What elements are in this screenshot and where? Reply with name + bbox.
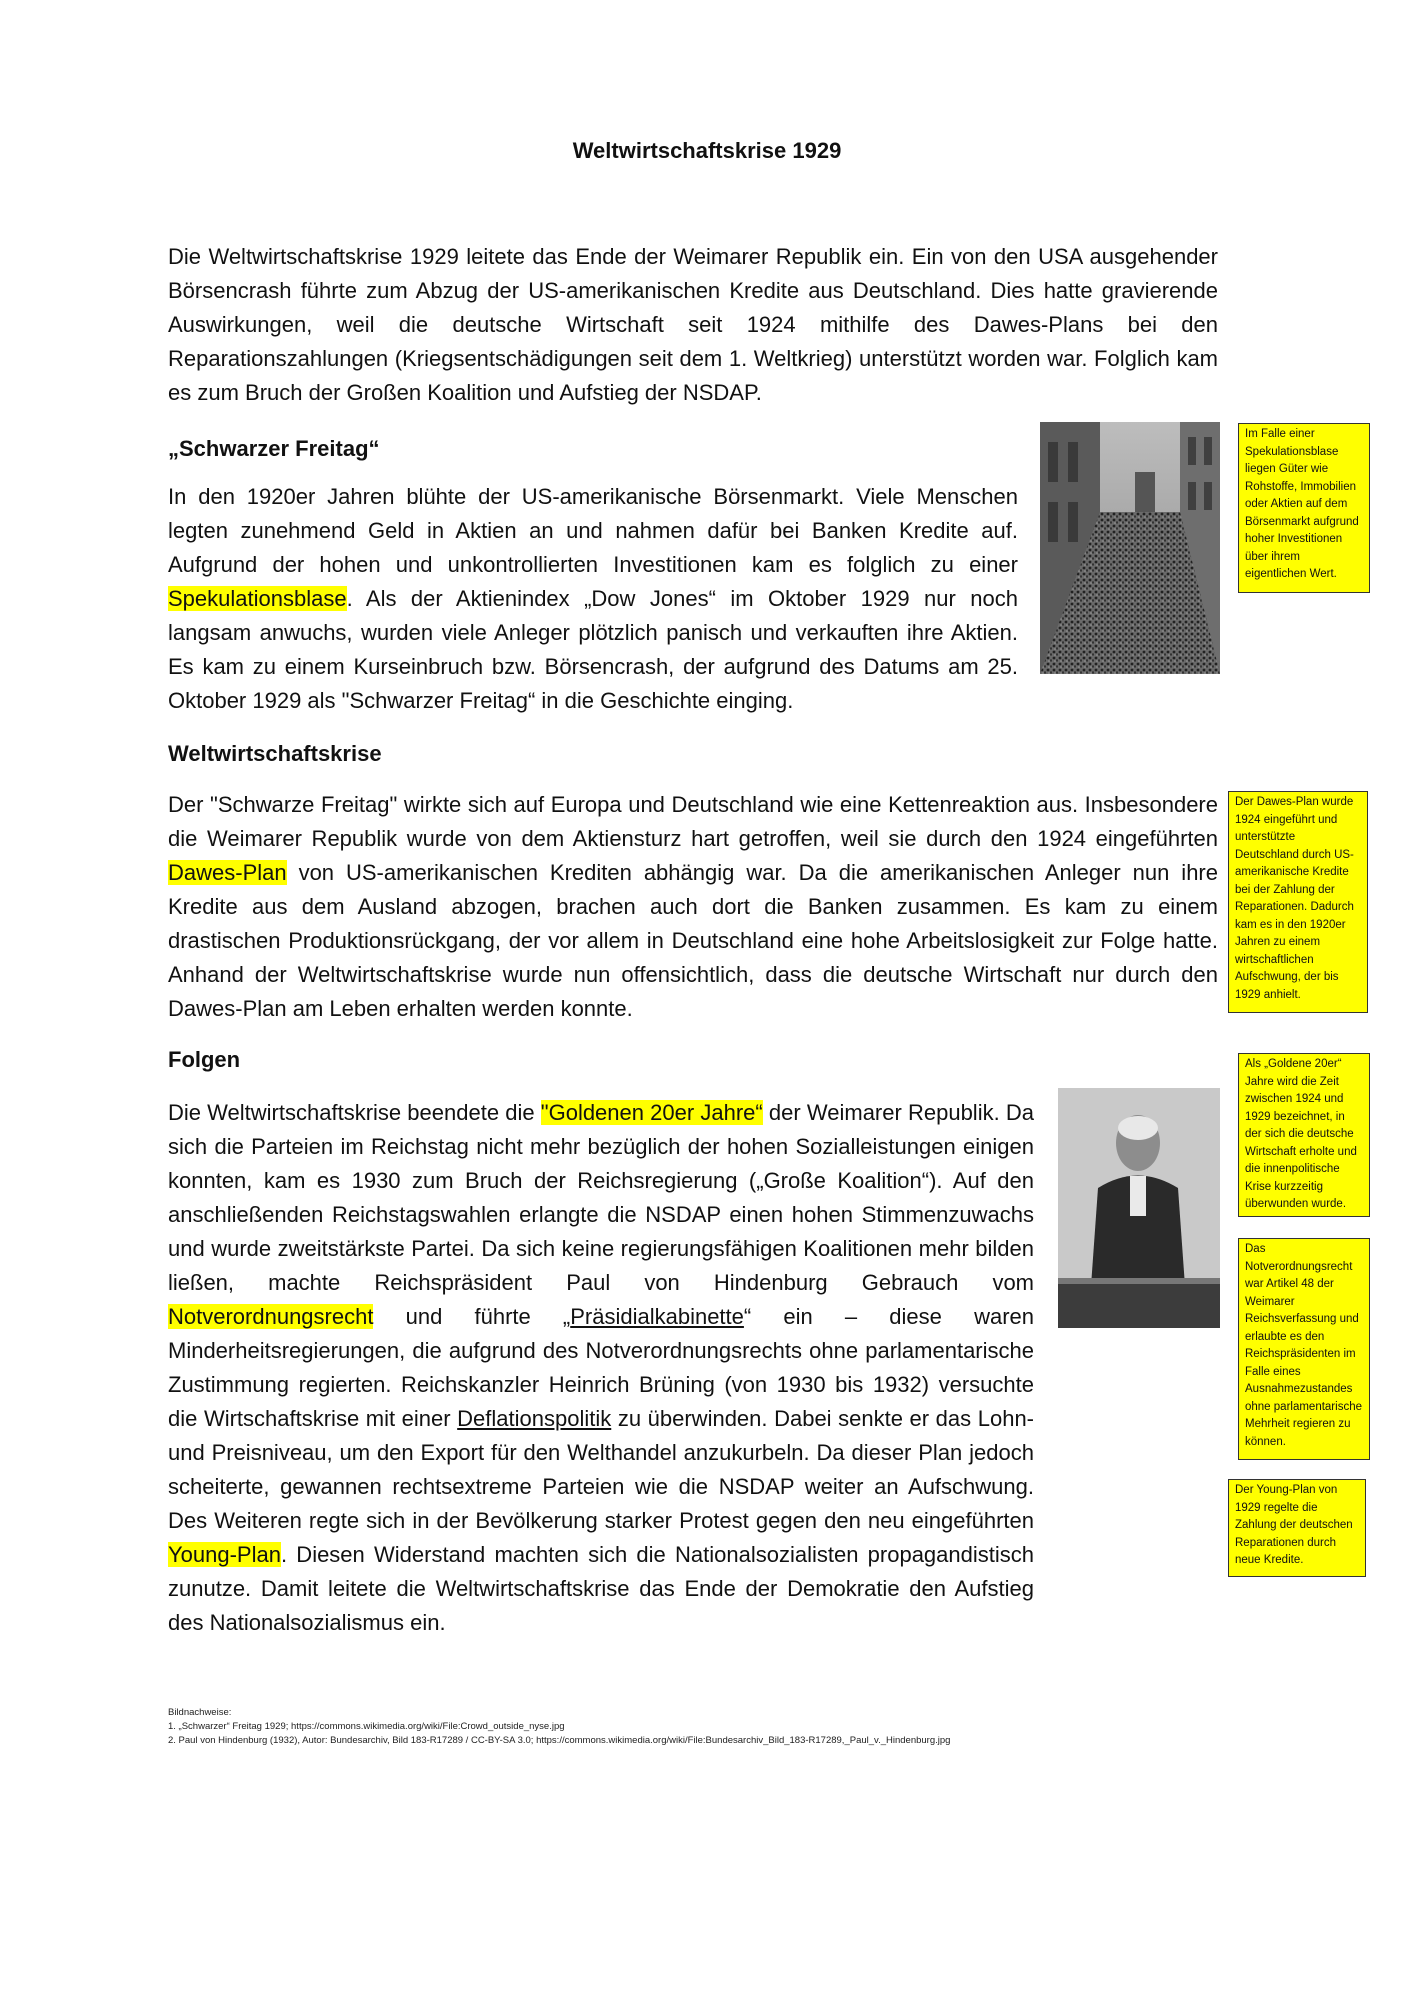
margin-note-notverordnungsrecht: Das Notverordnungsrecht war Artikel 48 der Weimarer Reichsverfassung und erlaubte es den Reichspräsidenten im Falle eines Ausnahmezustandes ohne parlamentarische Mehrheit regieren zu können. xyxy=(1238,1238,1370,1460)
intro-paragraph: Die Weltwirtschaftskrise 1929 leitete das Ende der Weimarer Republik ein. Ein von den USA ausgehender Börsencrash führte zum Abzug der US-amerikanischen Kredite aus Deutschland. Dies hatte gravierende Auswirkungen, weil die deutsche Wirtschaft seit 1924 mithilfe des Dawes-Plans bei den Reparationszahlungen (Kriegsentschädigungen seit dem 1. Weltkrieg) unterstützt worden war. Folglich kam es zum Bruch der Großen Koalition und Aufstieg der NSDAP. xyxy=(168,244,1218,405)
paragraph-schwarzer-freitag-a xyxy=(168,480,1018,718)
credit-line-1: 1. „Schwarzer“ Freitag 1929; https://commons.wikimedia.org/wiki/File:Crowd_outside_nyse.jpg xyxy=(168,1721,565,1732)
page-title: Weltwirtschaftskrise 1929 xyxy=(572,138,842,163)
margin-note-young-plan: Der Young-Plan von 1929 regelte die Zahlung der deutschen Reparationen durch neue Kredite. xyxy=(1228,1479,1366,1577)
underlined-term-praesidialkabinette: Präsidialkabinette xyxy=(570,1304,744,1329)
text-segment: der Weimarer Republik. Da sich die Parteien im Reichstag nicht mehr bezüglich der hohen Sozialleistungen einigen konnten, kam es 1930 zum Bruch der Reichsregierung („Große Koalition“). Auf den anschließenden Reichstagswahlen erlangte die NSDAP einen hohen Stimmenzuwachs und wurde zweitstärkste Partei. Da sich keine regierungsfähigen Koalitionen mehr bilden ließen, machte Reichspräsident Paul von Hindenburg Gebrauch vom xyxy=(168,1100,1034,1295)
photo-crowd-nyse xyxy=(1040,422,1220,674)
margin-note-spekulationsblase: Im Falle einer Spekulationsblase liegen Güter wie Rohstoffe, Immobilien oder Aktien auf dem Börsenmarkt aufgrund hoher Investitionen über ihrem eigentlichen Wert. xyxy=(1238,423,1370,593)
text-segment: und führte „ xyxy=(373,1304,571,1329)
photo-hindenburg xyxy=(1058,1088,1220,1328)
highlighted-term-spekulationsblase: Spekulationsblase xyxy=(168,586,347,611)
text-segment: zu überwinden. Dabei senkte er das Lohn- und Preisniveau, um den Export für den Welthandel anzukurbeln. Da dieser Plan jedoch scheiterte, gewannen rechtsextreme Parteien wie die NSDAP weiter an Aufschwung. Des Weiteren regte sich in der Bevölkerung starker Protest gegen den neu eingeführten xyxy=(168,1406,1035,1533)
text-segment: . Als der Aktienindex „Dow Jones“ im Oktober 1929 nur noch langsam anwuchs, wurden viele Anleger plötzlich panisch und verkauften ihre Aktien. Es kam zu einem Kurseinbruch bzw. Börsencrash, der aufgrund des Datums am 25. Oktober 1929 als "Schwarzer Freitag“ in die Geschichte einging. xyxy=(168,586,1018,713)
heading-folgen: Folgen xyxy=(168,1047,241,1072)
highlighted-term-notverordnungsrecht: Notverordnungsrecht xyxy=(168,1304,374,1329)
credit-line-2: 2. Paul von Hindenburg (1932), Autor: Bundesarchiv, Bild 183-R17289 / CC-BY-SA 3.0; https://commons.wikimedia.org/wiki/File:Bundesarchiv_Bild_183-R17289,_Paul_v._Hindenburg.jpg xyxy=(168,1735,951,1746)
text-segment: In den 1920er Jahren blühte der US-amerikanische Börsenmarkt. Viele Menschen legten zunehmend Geld in Aktien an und nahmen dafür bei Banken Kredite auf. Aufgrund der hohen und unkontrollierten Investitionen kam es folglich zu einer xyxy=(168,484,1018,577)
highlighted-term-dawes-plan: Dawes-Plan xyxy=(168,860,287,885)
image-credits xyxy=(168,1706,950,1748)
paragraph-weltwirtschaftskrise xyxy=(168,788,1218,1026)
paragraph-folgen-a xyxy=(168,1096,1034,1640)
text-segment: von US-amerikanischen Krediten abhängig war. Da die amerikanischen Anleger nun ihre Kredite aus dem Ausland abzogen, brachen auch dort die Banken zusammen. Es kam zu einem drastischen Produktionsrückgang, der vor allem in Deutschland eine hohe Arbeitslosigkeit zur Folge hatte. Anhand der Weltwirtschaftskrise wurde nun offensichtlich, dass die deutsche Wirtschaft nur durch den Dawes-Plan am Leben erhalten werden konnte. xyxy=(168,860,1218,1021)
heading-schwarzer-freitag: „Schwarzer Freitag“ xyxy=(168,436,380,461)
margin-note-goldene-20er: Als „Goldene 20er“ Jahre wird die Zeit zwischen 1924 und 1929 bezeichnet, in der sich die deutsche Wirtschaft erholte und die innenpolitische Krise kurzzeitig überwunden wurde. xyxy=(1238,1053,1370,1217)
underlined-term-deflationspolitik: Deflationspolitik xyxy=(457,1406,612,1431)
margin-note-dawes-plan: Der Dawes-Plan wurde 1924 eingeführt und unterstützte Deutschland durch US-amerikanische Kredite bei der Zahlung der Reparationen. Dadurch kam es in den 1920er Jahren zu einem wirtschaftlichen Aufschwung, der bis 1929 anhielt. xyxy=(1228,791,1368,1013)
credits-label: Bildnachweise: xyxy=(168,1707,232,1718)
text-segment: Der "Schwarze Freitag" wirkte sich auf Europa und Deutschland wie eine Kettenreaktion aus. Insbesondere die Weimarer Republik wurde von dem Aktiensturz hart getroffen, weil sie durch den 1924 eingeführten xyxy=(168,792,1218,851)
heading-weltwirtschaftskrise: Weltwirtschaftskrise xyxy=(168,741,382,766)
text-segment: . Diesen Widerstand machten sich die Nationalsozialisten propagandistisch zunutze. Damit leitete die Weltwirtschaftskrise das Ende der Demokratie den Aufstieg des Nationalsozialismus ein. xyxy=(168,1542,1034,1635)
text-segment: “ ein – diese waren Minderheitsregierungen, die aufgrund des Notverordnungsrechts ohne parlamentarische Zustimmung regierten. Reichskanzler Heinrich Brüning (von 1930 bis 1932) versuchte die Wirtschaftskrise mit einer xyxy=(168,1304,1034,1431)
highlighted-term-goldene-20er: "Goldenen 20er Jahre“ xyxy=(540,1100,763,1125)
highlighted-term-young-plan: Young-Plan xyxy=(168,1542,281,1567)
text-segment: Die Weltwirtschaftskrise beendete die xyxy=(168,1100,541,1125)
